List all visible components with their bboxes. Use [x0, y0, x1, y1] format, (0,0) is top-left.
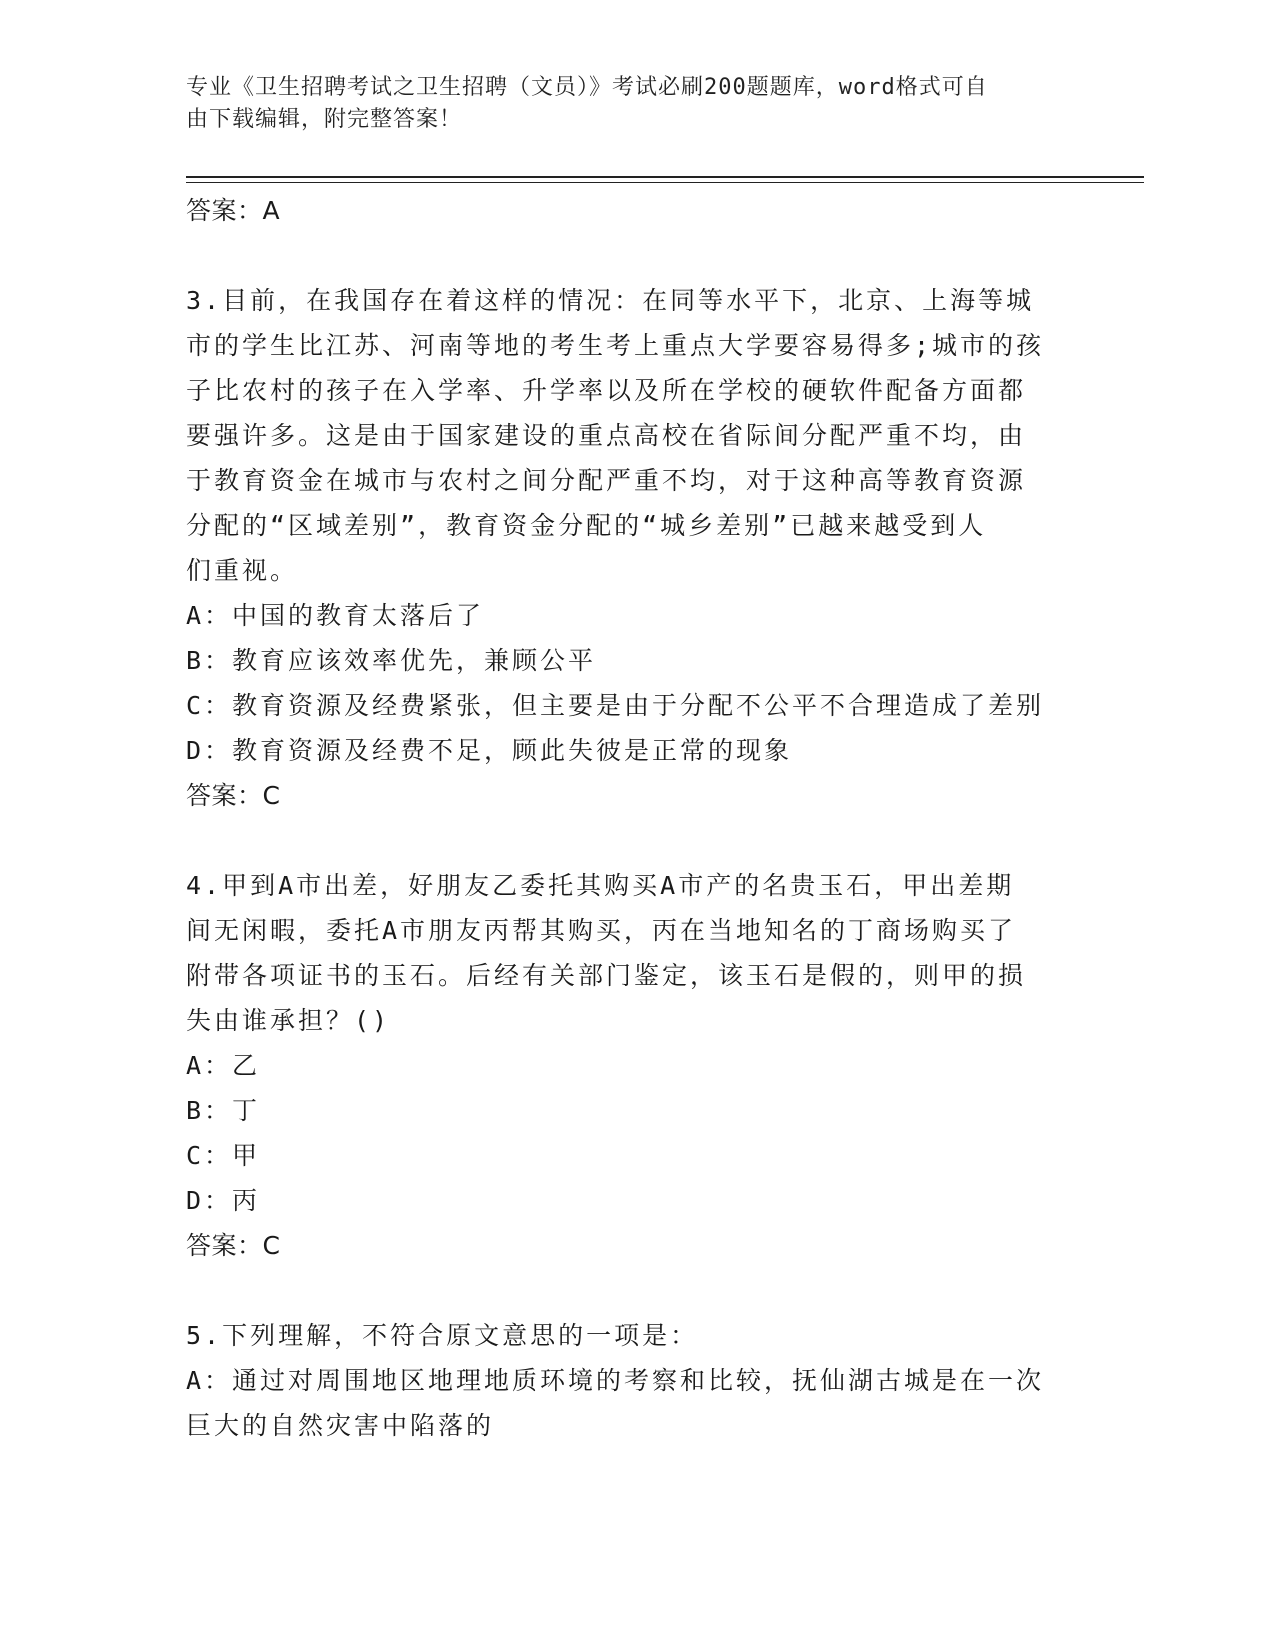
question-3-line: 市的学生比江苏、河南等地的考生考上重点大学要容易得多;城市的孩	[186, 331, 1045, 360]
answer-value: A	[262, 196, 281, 225]
answer-label: 答案：	[186, 781, 263, 810]
question-5-line: 5.下列理解，不符合原文意思的一项是：	[186, 1321, 699, 1350]
question-4	[186, 863, 1086, 1268]
question-4-line: 失由谁承担？()	[186, 1006, 391, 1035]
answer-label: 答案：	[186, 1231, 263, 1260]
option-b: B：教育应该效率优先，兼顾公平	[186, 646, 597, 675]
question-3-line: 子比农村的孩子在入学率、升学率以及所在学校的硬软件配备方面都	[186, 376, 1027, 405]
header-line-1: 专业《卫生招聘考试之卫生招聘（文员）》考试必刷200题题库，word格式可自	[186, 75, 988, 100]
answer-4	[186, 1223, 1086, 1268]
answer-label: 答案：	[186, 196, 263, 225]
option-a-continued: 巨大的自然灾害中陷落的	[186, 1411, 495, 1440]
question-3-line: 3.目前，在我国存在着这样的情况：在同等水平下，北京、上海等城	[186, 286, 1035, 315]
header-rule-thin	[186, 182, 1144, 183]
question-4-line: 间无闲暇，委托A市朋友丙帮其购买，丙在当地知名的丁商场购买了	[186, 916, 1017, 945]
option-a: A：乙	[186, 1051, 261, 1080]
question-3-line: 们重视。	[186, 556, 299, 585]
option-d: D：丙	[186, 1186, 261, 1215]
header-rule-thick	[186, 176, 1144, 178]
question-3-line: 要强许多。这是由于国家建设的重点高校在省际间分配严重不均，由	[186, 421, 1027, 450]
page-content	[186, 188, 1086, 1448]
page-header	[186, 72, 1066, 136]
header-line-2: 由下载编辑，附完整答案！	[186, 107, 463, 132]
answer-3	[186, 773, 1086, 818]
option-c: C：教育资源及经费紧张，但主要是由于分配不公平不合理造成了差别	[186, 691, 1045, 720]
question-5	[186, 1313, 1086, 1448]
answer-value: C	[262, 1231, 281, 1260]
question-3-line: 于教育资金在城市与农村之间分配严重不均，对于这种高等教育资源	[186, 466, 1027, 495]
option-a: A：通过对周围地区地理地质环境的考察和比较，抚仙湖古城是在一次	[186, 1366, 1045, 1395]
option-c: C：甲	[186, 1141, 261, 1170]
question-3-line: 分配的“区域差别”，教育资金分配的“城乡差别”已越来越受到人	[186, 511, 987, 540]
spacer	[186, 818, 1086, 863]
question-3	[186, 278, 1086, 818]
question-4-line: 附带各项证书的玉石。后经有关部门鉴定，该玉石是假的，则甲的损	[186, 961, 1027, 990]
answer-previous	[186, 188, 1086, 233]
answer-value: C	[262, 781, 281, 810]
spacer	[186, 233, 1086, 278]
option-a: A：中国的教育太落后了	[186, 601, 485, 630]
option-d: D：教育资源及经费不足，顾此失彼是正常的现象	[186, 736, 793, 765]
spacer	[186, 1268, 1086, 1313]
question-4-line: 4.甲到A市出差，好朋友乙委托其购买A市产的名贵玉石，甲出差期	[186, 871, 1015, 900]
option-b: B：丁	[186, 1096, 261, 1125]
